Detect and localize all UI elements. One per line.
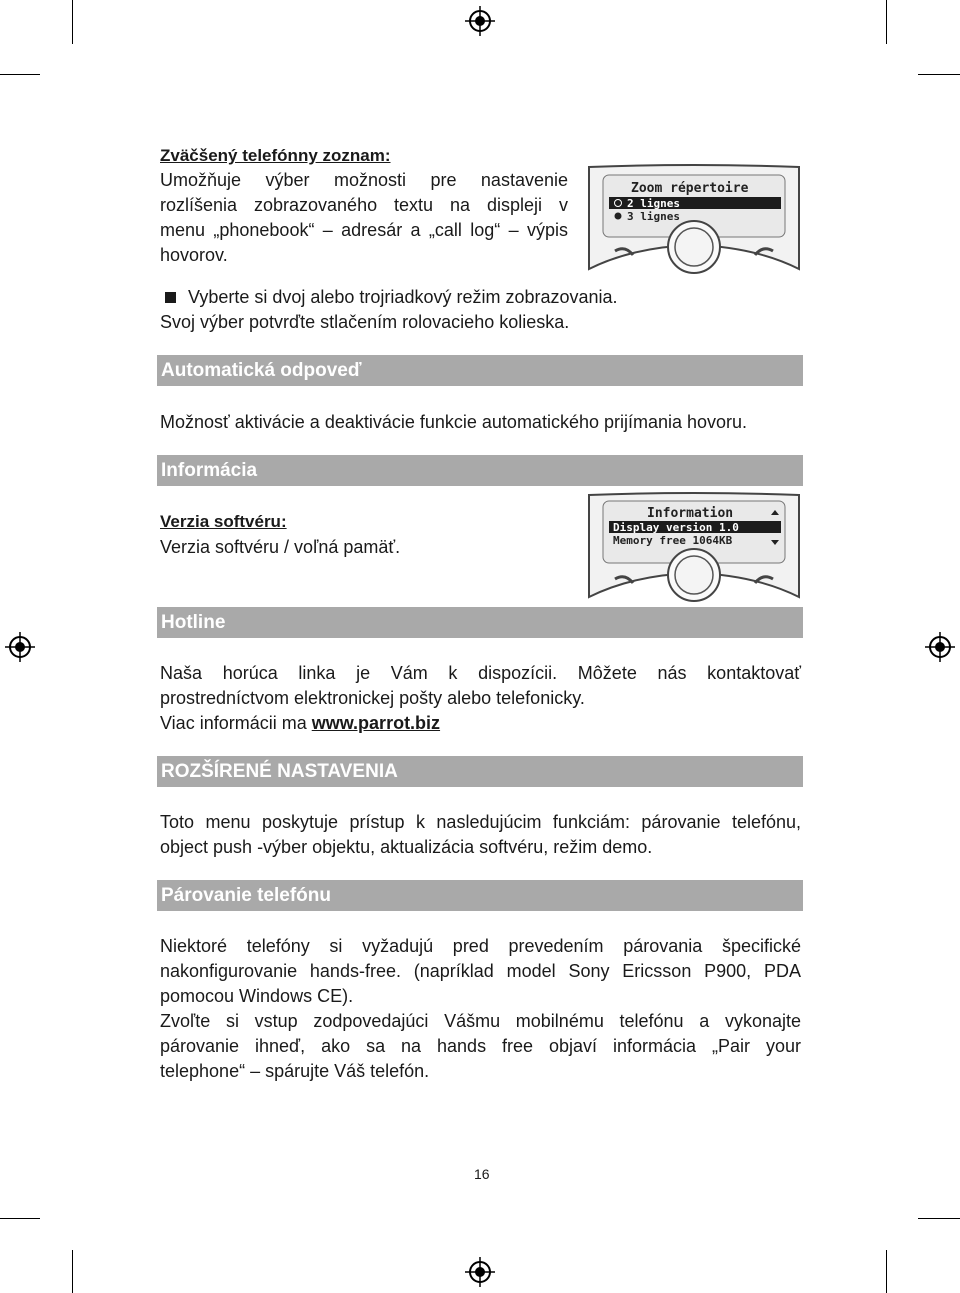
screen-title: Information [647, 506, 734, 521]
pairing-line: pomocou Windows CE). [160, 986, 354, 1006]
pairing-line: párovanie ihneď, ako sa na hands free objaví informácia „Pair your [160, 1036, 801, 1056]
screen-row: Memory free 1064KB [613, 534, 733, 547]
crop-mark [0, 74, 40, 75]
hotline-line: Naša horúca linka je Vám k dispozícii. Môžete nás kontaktovať [160, 663, 801, 683]
crop-mark [918, 74, 960, 75]
screen-row-selected: 2 lignes [627, 197, 680, 210]
advanced-text [160, 810, 801, 860]
zoom-confirm: Svoj výber potvrďte stlačením rolovacieho kolieska. [160, 312, 570, 332]
screen-row-selected: Display version 1.0 [613, 521, 739, 534]
hotline-more [160, 711, 801, 736]
zoom-bullet [160, 285, 618, 310]
section-bar-info: Informácia [157, 455, 803, 486]
crop-mark [918, 1218, 960, 1219]
radio-selected-icon [615, 213, 622, 220]
square-bullet-icon [165, 292, 176, 303]
zoom-line: rozlíšenia zobrazovaného textu na displeji v [160, 195, 568, 215]
zoom-line: Umožňuje výber možnosti pre nastavenie [160, 170, 568, 190]
screen-title: Zoom répertoire [631, 181, 749, 196]
zoom-heading: Zväčšený telefónny zoznam: [160, 146, 391, 165]
pairing-line: Niektoré telefóny si vyžadujú pred prevedením párovania špecifické [160, 936, 801, 956]
parrot-website-link[interactable]: www.parrot.biz [311, 713, 441, 733]
registration-mark-icon [5, 632, 35, 662]
page-number: 16 [474, 1166, 490, 1182]
hotline-text [160, 661, 801, 736]
advanced-line: object push -výber objektu, aktualizácia softvéru, režim demo. [160, 837, 653, 857]
registration-mark-icon [925, 632, 955, 662]
software-version-text: Verzia softvéru / voľná pamäť. [160, 537, 401, 557]
device-display-illustration [585, 491, 803, 603]
hotline-line: prostredníctvom elektronickej pošty alebo telefonicky. [160, 688, 585, 708]
pairing-line: telephone“ – spárujte Váš telefón. [160, 1061, 430, 1081]
registration-mark-icon [465, 6, 495, 36]
pairing-line: nakonfigurovanie hands-free. (napríklad model Sony Ericsson P900, PDA [160, 961, 801, 981]
crop-mark [886, 0, 887, 44]
advanced-line: Toto menu poskytuje prístup k nasledujúcim funkciám: párovanie telefónu, [160, 812, 801, 832]
hotline-more-prefix: Viac informácii ma [160, 713, 312, 733]
registration-mark-icon [465, 1257, 495, 1287]
zoom-description [160, 168, 568, 268]
section-bar-advanced: ROZŠÍRENÉ NASTAVENIA [157, 756, 803, 787]
zoom-line: menu „phonebook“ – adresár a „call log“ – výpis [160, 220, 568, 240]
crop-mark [72, 0, 73, 44]
scroll-wheel-icon [675, 228, 713, 266]
scroll-wheel-icon [675, 556, 713, 594]
crop-mark [886, 1250, 887, 1293]
section-bar-hotline: Hotline [157, 607, 803, 638]
zoom-bullet-text: Vyberte si dvoj alebo trojriadkový režim zobrazovania. [188, 287, 618, 307]
pairing-text [160, 934, 801, 1084]
crop-mark [72, 1250, 73, 1293]
auto-answer-text: Možnosť aktivácie a deaktivácie funkcie automatického prijímania hovoru. [160, 412, 748, 432]
pairing-line: Zvoľte si vstup zodpovedajúci Vášmu mobilnému telefónu a vykonajte [160, 1011, 801, 1031]
software-version-heading: Verzia softvéru: [160, 512, 287, 531]
section-bar-auto-answer: Automatická odpoveď [157, 355, 803, 386]
crop-mark [0, 1218, 40, 1219]
screen-row: 3 lignes [627, 210, 680, 223]
zoom-line: hovorov. [160, 245, 228, 265]
section-bar-pairing: Párovanie telefónu [157, 880, 803, 911]
device-display-illustration [585, 163, 803, 275]
